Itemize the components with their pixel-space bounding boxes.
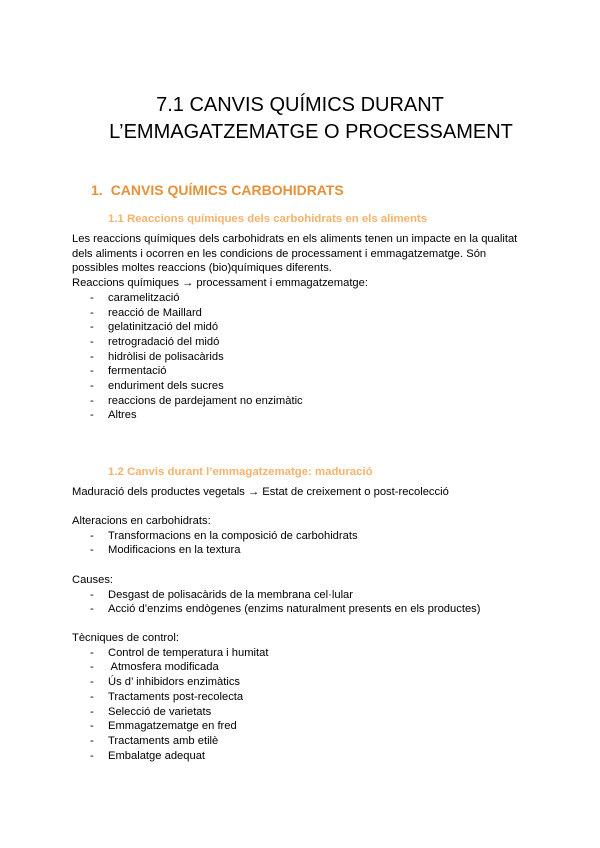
list-item: - enduriment dels sucres [72,379,532,394]
list-item: - Atmosfera modificada [72,660,532,675]
list-item: - Embalatge adequat [72,749,532,764]
list-item: - Transformacions en la composició de carbohidrats [72,529,532,544]
list-item: - fermentació [72,364,532,379]
causes-block [72,573,532,617]
techniques-list [72,646,532,764]
causes-list [72,588,532,617]
subsection-heading-1-2: 1.2 Canvis durant l’emmagatzematge: maduració [108,466,373,478]
techniques-label: Tècniques de control: [72,632,179,644]
section-heading-text: CANVIS QUÍMICS CARBOHIDRATS [110,182,344,198]
techniques-block [72,631,532,763]
list-item: - reaccions de pardejament no enzimàtic [72,394,532,409]
list-item: - Desgast de polisacàrids de la membrana cel·lular [72,588,532,603]
list-item: - Selecció de varietats [72,705,532,720]
page-title [0,92,600,146]
alterations-block [72,514,532,558]
paragraph-line: Reaccions químiques → processament i emmagatzematge: [72,277,368,290]
list-item: - reacció de Maillard [72,306,532,321]
list-item: - gelatinització del midó [72,320,532,335]
list-item: - retrogradació del midó [72,335,532,350]
title-line-2: L’EMMAGATZEMATGE O PROCESSAMENT [109,121,513,143]
paragraph-line: possibles moltes reaccions (bio)químiques diferents. [72,262,332,275]
maturation-intro-text: Maduració dels productes vegetals → Estat de creixement o post-recolecció [72,486,449,498]
paragraph-line: Les reaccions químiques dels carbohidrats en els aliments tenen un impacte en la qualitat [72,233,518,245]
subsection-heading-1-1: 1.1 Reaccions químiques dels carbohidrats en els aliments [108,213,428,225]
list-item: - Tractaments amb etilè [72,734,532,749]
reactions-list [72,291,532,423]
list-item: - Ús d’ inhibidors enzimàtics [72,675,532,690]
list-item: - hidròlisi de polisacàrids [72,350,532,365]
section-number: 1. [91,182,103,198]
subsection-1-1-body [72,232,532,423]
maturation-intro [72,485,532,500]
paragraph-line: dels aliments i ocorren en les condicions de processament i emmagatzematge. Són [72,247,487,260]
causes-label: Causes: [72,574,114,586]
alterations-list [72,529,532,558]
section-heading [91,181,344,199]
list-item: - Acció d’enzims endògenes (enzims naturalment presents en els productes) [72,602,532,617]
list-item: - Tractaments post-recolecta [72,690,532,705]
list-item: - Emmagatzematge en fred [72,719,532,734]
list-item: - Modificacions en la textura [72,543,532,558]
list-item: - Control de temperatura i humitat [72,646,532,661]
title-line-1: 7.1 CANVIS QUÍMICS DURANT [156,94,444,116]
alterations-label: Alteracions en carbohidrats: [72,515,211,527]
list-item: - caramelització [72,291,532,306]
list-item: - Altres [72,408,532,423]
